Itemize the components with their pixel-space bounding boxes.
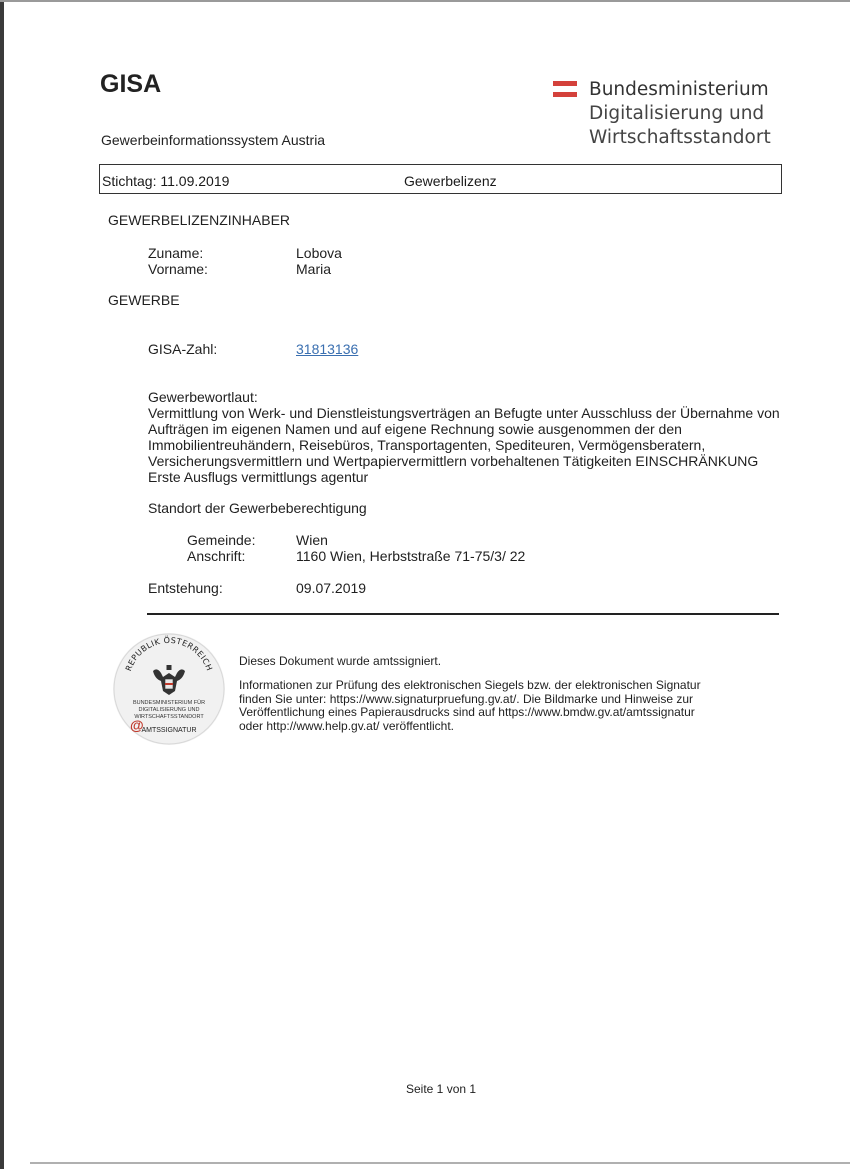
seal-arc-text: REPUBLIK ÖSTERREICH xyxy=(124,635,214,673)
signature-info-line: finden Sie unter: https://www.signaturpruefung.gv.at/. Die Bildmarke und Hinweise zur xyxy=(239,691,694,706)
signature-info-line: oder http://www.help.gv.at/ veröffentlicht. xyxy=(239,718,455,733)
address-value: 1160 Wien, Herbststraße 71-75/3/ 22 xyxy=(296,548,526,564)
holder-section-title: GEWERBELIZENZINHABER xyxy=(108,212,291,228)
origin-label: Entstehung: xyxy=(148,580,223,596)
trade-wording-line: Erste Ausflugs vermittlungs agentur xyxy=(148,469,369,485)
trade-wording-line: Aufträgen im eigenen Namen und auf eigene Rechnung sowie ausgenommen der den xyxy=(148,421,682,437)
trade-wording-line: Immobilientreuhändern, Reisebüros, Transportagenten, Spediteuren, Vermögensberatern, xyxy=(148,437,706,453)
app-title: GISA xyxy=(100,70,162,98)
origin-date: 09.07.2019 xyxy=(296,580,367,596)
firstname-label: Vorname: xyxy=(148,261,208,277)
page-number: Seite 1 von 1 xyxy=(406,1082,477,1096)
address-label: Anschrift: xyxy=(187,548,246,564)
trade-wording-line: Versicherungsvermittlern und Wertpapiervermittlern vorbehaltenen Tätigkeiten EINSCHRÄNKUNG xyxy=(148,453,759,469)
signed-note: Dieses Dokument wurde amtssigniert. xyxy=(239,654,442,668)
ministry-name-line2: Digitalisierung und xyxy=(589,103,765,124)
trade-wording-line: Vermittlung von Werk- und Dienstleistungsverträgen an Befugte unter Ausschluss der Übernahme von xyxy=(148,405,780,421)
scan-edge-left xyxy=(0,0,4,1169)
municipality-value: Wien xyxy=(296,532,328,548)
official-seal-icon xyxy=(113,633,225,745)
signature-info-line: Informationen zur Prüfung des elektronischen Siegels bzw. der elektronischen Signatur xyxy=(239,678,701,692)
document-type: Gewerbelizenz xyxy=(404,173,497,189)
firstname-value: Maria xyxy=(296,261,332,277)
surname-label: Zuname: xyxy=(148,245,204,261)
scan-edge-bottom xyxy=(30,1162,850,1164)
info-bar xyxy=(99,164,782,194)
app-subtitle: Gewerbeinformationssystem Austria xyxy=(101,132,326,148)
surname-value: Lobova xyxy=(296,245,342,261)
trade-wording-text xyxy=(148,405,788,485)
municipality-label: Gemeinde: xyxy=(187,532,256,548)
scan-edge-top xyxy=(0,0,850,2)
seal-label: AMTSSIGNATUR xyxy=(141,727,197,734)
signature-info xyxy=(239,679,739,733)
location-title: Standort der Gewerbeberechtigung xyxy=(148,500,367,516)
signature-info-line: Veröffentlichung eines Papierausdrucks sind auf https://www.bmdw.gv.at/amtssignatur xyxy=(239,705,695,719)
gisa-number-label: GISA-Zahl: xyxy=(148,341,218,357)
seal-ministry-text: BUNDESMINISTERIUM FÜR DIGITALISIERUNG UND WIRTSCHAFTSSTANDORT xyxy=(132,700,206,720)
ministry-name-line3: Wirtschaftsstandort xyxy=(589,127,771,148)
trade-wording-label: Gewerbewortlaut: xyxy=(148,389,258,405)
seal-at-icon: @ xyxy=(130,717,144,733)
reference-date: Stichtag: 11.09.2019 xyxy=(102,173,230,189)
gisa-number-link[interactable]: 31813136 xyxy=(296,341,359,357)
ministry-logo xyxy=(553,79,793,159)
ministry-name-line1: Bundesministerium xyxy=(589,79,769,100)
section-divider xyxy=(147,613,779,615)
austrian-flag-icon xyxy=(553,81,577,97)
trade-section-title: GEWERBE xyxy=(108,292,180,308)
